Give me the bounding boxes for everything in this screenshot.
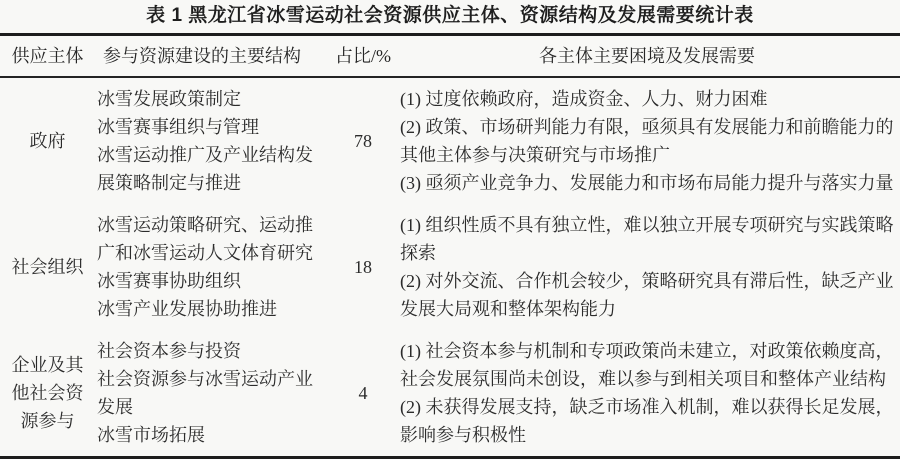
cell-subject: 政府 — [29, 131, 66, 151]
issue-item: (2) 未获得发展支持，缺乏市场准入机制，难以获得长足发展，影响参与积极性 — [400, 397, 894, 445]
col-header-percent: 占比/% — [332, 35, 394, 78]
cell-structures — [95, 77, 332, 204]
structure-item: 冰雪发展政策制定 — [97, 89, 241, 109]
issue-item: (2) 对外交流、合作机会较少，策略研究具有滞后性，缺乏产业发展大局观和整体架构能力 — [400, 271, 894, 319]
structure-item: 冰雪产业发展协助推进 — [97, 299, 277, 319]
cell-subject: 社会组织 — [11, 257, 84, 277]
cell-percent: 78 — [354, 131, 372, 151]
table-row-social-organizations — [0, 204, 900, 330]
col-header-issues: 各主体主要困境及发展需要 — [394, 35, 900, 78]
structure-item: 社会资本参与投资 — [97, 341, 241, 361]
issue-item: (3) 亟须产业竞争力、发展能力和市场布局能力提升与落实力量 — [400, 173, 894, 193]
stats-table — [0, 33, 900, 459]
col-header-structure: 参与资源建设的主要结构 — [95, 35, 332, 78]
structure-item: 冰雪运动策略研究、运动推广和冰雪运动人文体育研究 — [97, 215, 313, 263]
issue-item: (2) 政策、市场研判能力有限，亟须具有发展能力和前瞻能力的其他主体参与决策研究与市场推广 — [400, 117, 894, 165]
table-title: 表 1 黑龙江省冰雪运动社会资源供应主体、资源结构及发展需要统计表 — [146, 5, 754, 26]
cell-issues — [394, 204, 900, 330]
table-row-enterprises — [0, 330, 900, 458]
cell-issues — [394, 77, 900, 204]
structure-item: 冰雪运动推广及产业结构发展策略制定与推进 — [97, 145, 313, 193]
col-header-supply-subject: 供应主体 — [0, 35, 95, 78]
table-row-government — [0, 77, 900, 204]
structure-item: 冰雪赛事协助组织 — [97, 271, 241, 291]
issue-item: (1) 组织性质不具有独立性，难以独立开展专项研究与实践策略探索 — [400, 215, 894, 263]
cell-percent: 18 — [354, 257, 372, 277]
cell-subject: 企业及其他社会资源参与 — [11, 355, 84, 431]
cell-structures — [95, 204, 332, 330]
cell-percent: 4 — [358, 383, 368, 403]
header-row — [0, 35, 900, 78]
issue-item: (1) 社会资本参与机制和专项政策尚未建立，对政策依赖度高，社会发展氛围尚未创设，难以参与到相关项目和整体产业结构 — [400, 341, 894, 389]
cell-structures — [95, 330, 332, 458]
structure-item: 社会资源参与冰雪运动产业发展 — [97, 369, 313, 417]
structure-item: 冰雪赛事组织与管理 — [97, 117, 259, 137]
cell-issues — [394, 330, 900, 458]
issue-item: (1) 过度依赖政府，造成资金、人力、财力困难 — [400, 89, 768, 109]
structure-item: 冰雪市场拓展 — [97, 425, 205, 445]
